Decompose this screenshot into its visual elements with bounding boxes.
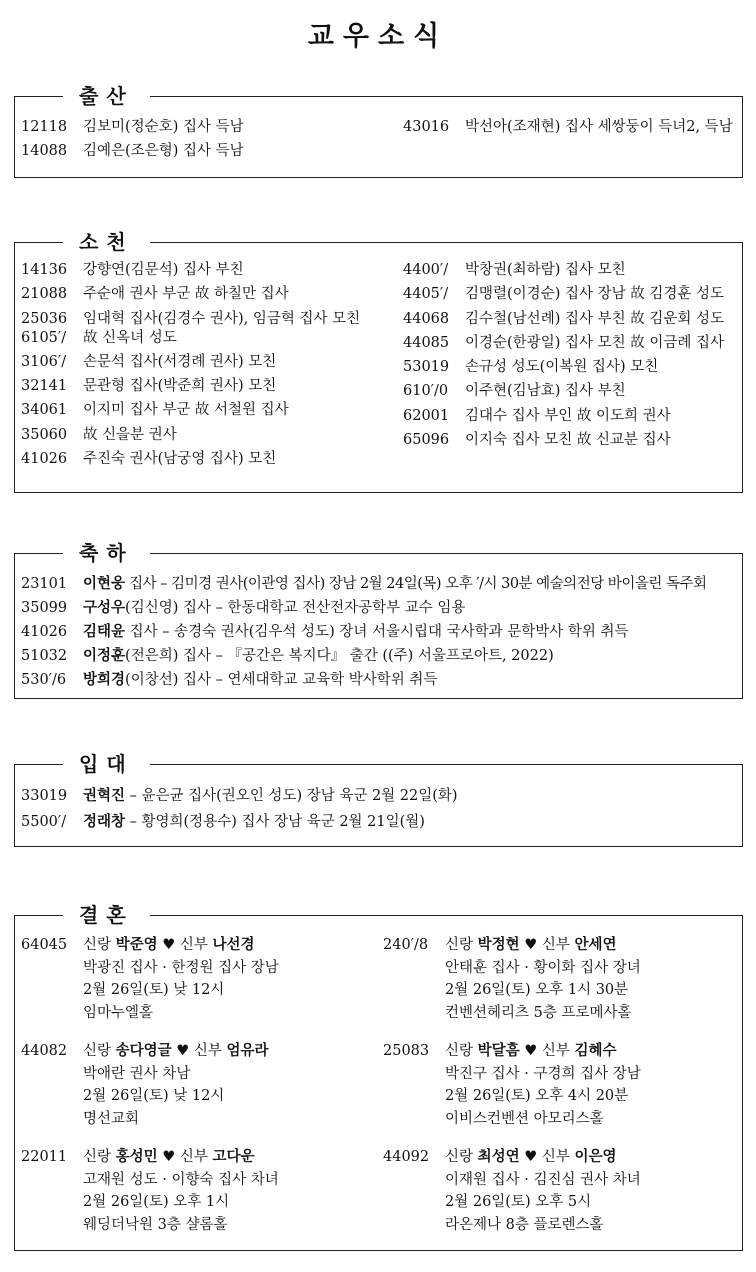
list-item: 4405′/ 김맹렬(이경순) 집사 장남 故 김경훈 성도 <box>403 286 724 303</box>
list-item: 5500′/ 정래창 – 황영희(정용수) 집사 장남 육군 2월 21일(월) <box>21 813 425 830</box>
heart-icon: ♥ <box>524 1149 538 1165</box>
list-item: 21088 주순애 권사 부군 故 하칠만 집사 <box>21 286 289 303</box>
birth-title: 출산 <box>63 81 150 111</box>
list-item: 62001 김대수 집사 부인 故 이도희 권사 <box>403 407 671 424</box>
birth-right <box>403 117 733 141</box>
list-item: 610′/0 이주현(김남효) 집사 부친 <box>403 383 626 400</box>
deaths-left <box>21 260 360 473</box>
list-item: 35060 故 신을분 권사 <box>21 426 177 443</box>
list-item: 3106′/ 손문석 집사(서경례 권사) 모친 <box>21 353 277 370</box>
heart-icon: ♥ <box>162 1149 176 1165</box>
list-item: 43016 박선아(조재현) 집사 세쌍둥이 득녀2, 득남 <box>403 119 733 135</box>
wedding-section <box>14 903 743 1251</box>
heart-icon: ♥ <box>524 937 538 953</box>
list-item: 65096 이지숙 집사 모친 故 신교분 집사 <box>403 432 671 449</box>
wedding-entry: 64045 신랑 박준영 ♥ 신부 나선경 박광진 집사 · 한정원 집사 장남 2월 26일(토) 낮 12시 임마누엘홀 <box>21 936 279 1021</box>
heart-icon: ♥ <box>176 1043 190 1059</box>
deaths-section <box>14 230 743 493</box>
list-item: 35099 구성우(김신영) 집사 – 한동대학교 전산전자공학부 교수 임용 <box>21 599 466 616</box>
list-item: 23101 이현웅 집사 – 김미경 권사(이관영 집사) 장남 2월 24일(목) 오후 ′/시 30분 예술의전당 바이올린 독주회 <box>21 575 707 592</box>
page-title: 교우소식 <box>307 21 449 52</box>
congrats-title: 축하 <box>63 538 150 568</box>
birth-section <box>14 84 743 178</box>
list-item: 530′/6 방희경(이창선) 집사 – 연세대학교 교육학 박사학위 취득 <box>21 671 438 688</box>
list-item: 41026 김태윤 집사 – 송경숙 권사(김우석 성도) 장녀 서울시립대 국사학과 문학박사 학위 취득 <box>21 623 629 640</box>
heart-icon: ♥ <box>162 937 176 953</box>
list-item: 33019 권혁진 – 윤은균 집사(권오인 성도) 장남 육군 2월 22일(화) <box>21 787 458 804</box>
wedding-entry: 44092 신랑 최성연 ♥ 신부 이은영 이재원 집사 · 김진심 권사 차녀 2월 26일(토) 오후 5시 라온제나 8층 플로렌스홀 <box>383 1148 641 1233</box>
wedding-entry: 240′/8 신랑 박정현 ♥ 신부 안세연 안태훈 집사 · 황이화 집사 장녀 2월 26일(토) 오후 1시 30분 컨벤션헤리츠 5층 프로메사홀 <box>383 936 641 1021</box>
list-item: 32141 문관형 집사(박준희 권사) 모친 <box>21 378 277 395</box>
wedding-entry: 25083 신랑 박달흠 ♥ 신부 김혜수 박진구 집사 · 구경희 집사 장남 2월 26일(토) 오후 4시 20분 이비스컨벤션 아모리스홀 <box>383 1042 641 1127</box>
list-item: 51032 이정훈(전은희) 집사 – 『공간은 복지다』 출간 ((주) 서울프로아트, 2022) <box>21 647 554 664</box>
list-item: 44085 이경순(한광일) 집사 모친 故 이금례 집사 <box>403 334 724 351</box>
list-item: 6105′/ 故 신옥녀 성도 <box>21 329 177 346</box>
list-item: 4400′/ 박창권(최하람) 집사 모친 <box>403 262 626 278</box>
birth-left <box>21 117 244 166</box>
list-item: 12118 김보미(정순호) 집사 득남 <box>21 119 244 135</box>
wedding-entry: 22011 신랑 홍성민 ♥ 신부 고다운 고재원 성도 · 이향숙 집사 차녀 2월 26일(토) 오후 1시 웨딩더낙원 3층 샬롬홀 <box>21 1148 279 1233</box>
list-item: 44068 김수철(남선례) 집사 부친 故 김운회 성도 <box>403 310 724 327</box>
deaths-title: 소천 <box>63 227 150 257</box>
deaths-right <box>403 260 724 454</box>
congrats-section <box>14 541 743 699</box>
wedding-entry: 44082 신랑 송다영글 ♥ 신부 엄유라 박애란 권사 차남 2월 26일(토) 낮 12시 명선교회 <box>21 1042 269 1127</box>
list-item: 53019 손규성 성도(이복원 집사) 모친 <box>403 359 659 376</box>
list-item: 25036 임대혁 집사(김경수 권사), 임금혁 집사 모친 <box>21 310 361 327</box>
list-item: 14088 김예은(조은형) 집사 득남 <box>21 143 244 160</box>
wedding-title: 결혼 <box>63 900 150 930</box>
list-item: 34061 이지미 집사 부군 故 서철원 집사 <box>21 402 289 419</box>
enlist-section <box>14 752 743 847</box>
enlist-title: 입대 <box>63 749 150 779</box>
heart-icon: ♥ <box>524 1043 538 1059</box>
list-item: 41026 주진숙 권사(남궁영 집사) 모친 <box>21 451 277 468</box>
list-item: 14136 강향연(김문석) 집사 부친 <box>21 262 244 278</box>
